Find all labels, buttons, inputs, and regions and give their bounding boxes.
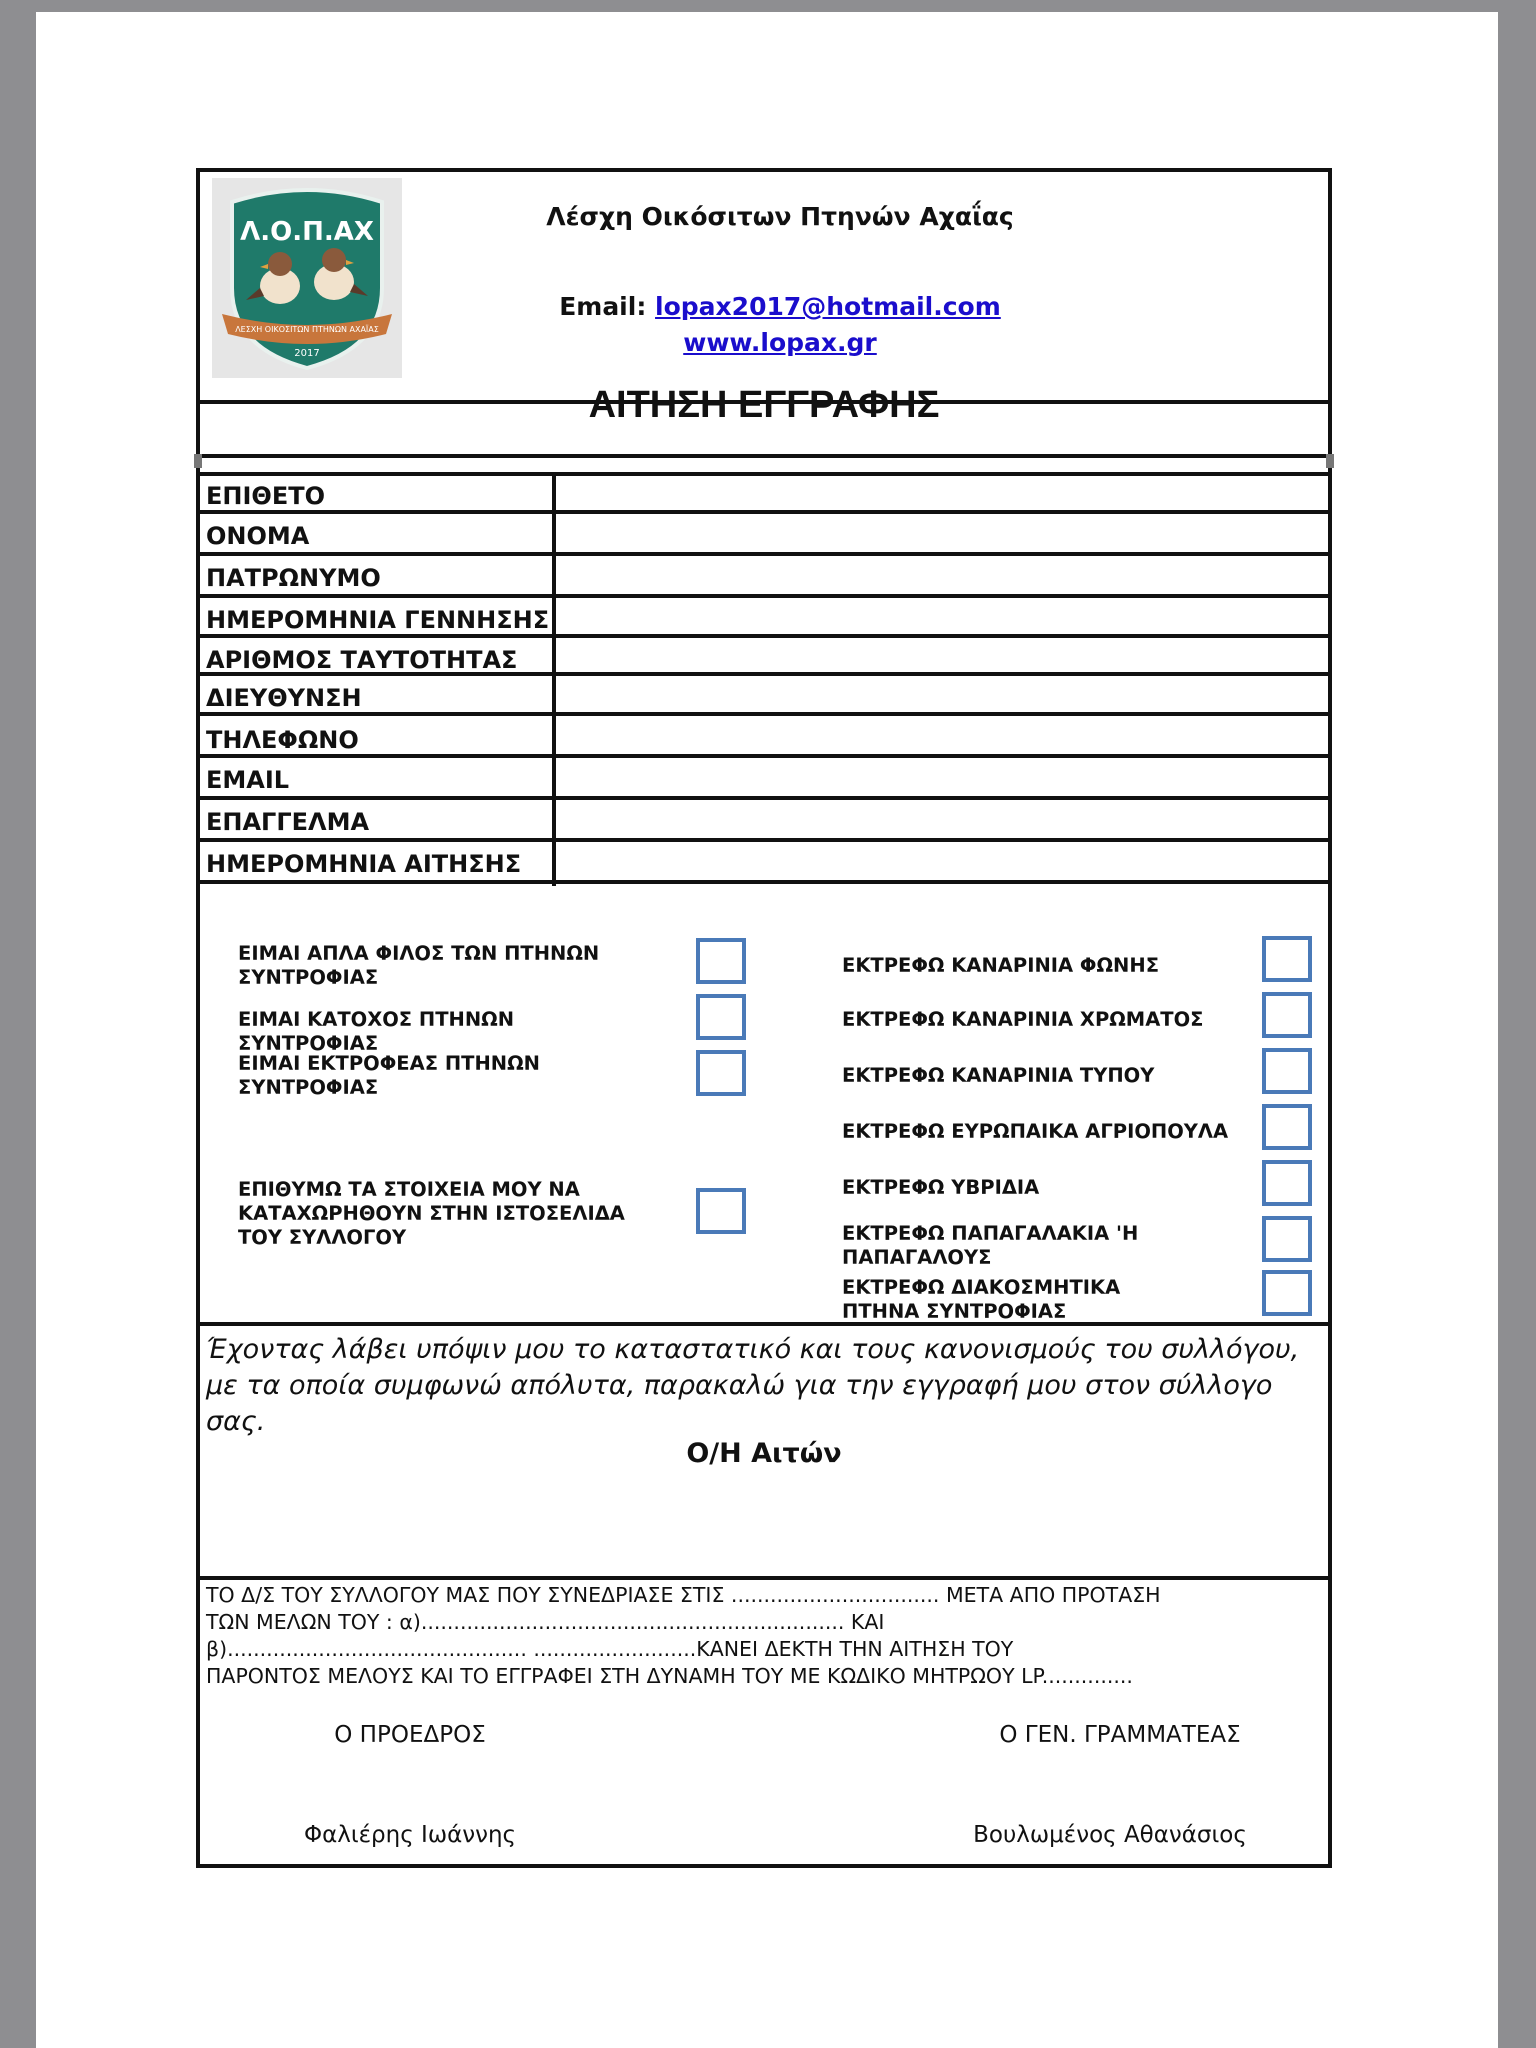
table-handle-right xyxy=(1326,454,1334,468)
board-decision-text xyxy=(206,1582,1326,1690)
secretary-title: Ο ΓΕΝ. ΓΡΑΜΜΑΤΕΑΣ xyxy=(999,1722,1241,1748)
field-row-border xyxy=(200,552,1328,556)
option-label-hybrids: ΕΚΤΡΕΦΩ ΥΒΡΙΔΙΑ xyxy=(842,1176,1040,1199)
field-label-phone: ΤΗΛΕΦΩΝΟ xyxy=(206,726,359,754)
checkbox-color-canaries[interactable] xyxy=(1262,992,1312,1038)
field-row-border xyxy=(200,754,1328,758)
field-row-border xyxy=(200,672,1328,676)
option-label-breeder: ΕΙΜΑΙ ΕΚΤΡΟΦΕΑΣ ΠΤΗΝΩΝ ΣΥΝΤΡΟΦΙΑΣ xyxy=(238,1052,540,1099)
field-row-border xyxy=(200,634,1328,638)
logo-banner-text: ΛΕΣΧΗ ΟΙΚΟΣΙΤΩΝ ΠΤΗΝΩΝ ΑΧΑΪΑΣ xyxy=(235,325,379,334)
club-logo xyxy=(212,178,402,378)
board-text-line: ΤΩΝ ΜΕΛΩΝ ΤΟΥ : α)................................................................. ΚΑΙ xyxy=(206,1610,885,1634)
field-label-surname: ΕΠΙΘΕΤΟ xyxy=(206,482,325,510)
option-label-type-canaries: ΕΚΤΡΕΦΩ ΚΑΝΑΡΙΝΙΑ ΤΥΠΟΥ xyxy=(842,1064,1155,1087)
bird-shield-icon xyxy=(212,178,402,378)
field-row-border xyxy=(200,712,1328,716)
secretary-name: Βουλωμένος Αθανάσιος xyxy=(973,1822,1247,1848)
field-row-border xyxy=(200,796,1328,800)
registration-form xyxy=(196,168,1332,1868)
checkbox-hybrids[interactable] xyxy=(1262,1160,1312,1206)
field-row-border xyxy=(200,594,1328,598)
board-text-line: β).............................................. .........................ΚΑΝΕΙ ΔΕΚΤΗ ΤΗΝ ΑΙΤΗΣΗ ΤΟΥ xyxy=(206,1637,1014,1661)
table-handle-left xyxy=(194,454,202,468)
field-label-address: ΔΙΕΥΘΥΝΣΗ xyxy=(206,684,362,712)
club-name: Λέσχη Οικόσιτων Πτηνών Αχαΐας xyxy=(546,202,1014,231)
checkbox-type-canaries[interactable] xyxy=(1262,1048,1312,1094)
field-label-name: ΟΝΟΜΑ xyxy=(206,522,310,550)
option-label-friend: ΕΙΜΑΙ ΑΠΛΑ ΦΙΛΟΣ ΤΩΝ ΠΤΗΝΩΝ ΣΥΝΤΡΟΦΙΑΣ xyxy=(238,942,600,989)
checkbox-parrots[interactable] xyxy=(1262,1216,1312,1262)
option-label-parrots: ΕΚΤΡΕΦΩ ΠΑΠΑΓΑΛΑΚΙΑ 'Η ΠΑΠΑΓΑΛΟΥΣ xyxy=(842,1222,1139,1269)
website-link[interactable]: www.lopax.gr xyxy=(683,328,877,357)
option-label-color-canaries: ΕΚΤΡΕΦΩ ΚΑΝΑΡΙΝΙΑ ΧΡΩΜΑΤΟΣ xyxy=(842,1008,1204,1031)
checkbox-friend[interactable] xyxy=(696,938,746,984)
field-column-divider xyxy=(552,472,556,886)
board-text-line: ΤΟ Δ/Σ ΤΟΥ ΣΥΛΛΟΓΟΥ ΜΑΣ ΠΟΥ ΣΥΝΕΔΡΙΑΣΕ ΣΤΙΣ ................................ ΜΕΤΑ ΑΠΟ ΠΡΟΤΑΣΗ xyxy=(206,1583,1161,1607)
option-label-owner: ΕΙΜΑΙ ΚΑΤΟΧΟΣ ΠΤΗΝΩΝ ΣΥΝΤΡΟΦΙΑΣ xyxy=(238,1008,515,1055)
divider xyxy=(200,1576,1328,1580)
checkbox-european-wild-birds[interactable] xyxy=(1262,1104,1312,1150)
document-page xyxy=(36,12,1498,2048)
checkbox-song-canaries[interactable] xyxy=(1262,936,1312,982)
website-line xyxy=(500,328,1060,357)
form-title: ΑΙΤΗΣΗ ΕΓΓΡΑΦΗΣ xyxy=(588,384,940,426)
divider xyxy=(200,472,1328,476)
field-label-fathers-name: ΠΑΤΡΩΝΥΜΟ xyxy=(206,564,381,592)
email-line xyxy=(500,292,1060,321)
president-name: Φαλιέρης Ιωάννης xyxy=(303,1822,517,1848)
email-link[interactable]: lopax2017@hotmail.com xyxy=(655,292,1001,321)
field-row-border xyxy=(200,880,1328,884)
option-label-european-wild-birds: ΕΚΤΡΕΦΩ ΕΥΡΩΠΑΙΚΑ ΑΓΡΙΟΠΟΥΛΑ xyxy=(842,1120,1229,1143)
field-label-birth-date: ΗΜΕΡΟΜΗΝΙΑ ΓΕΝΝΗΣΗΣ xyxy=(206,606,550,634)
divider xyxy=(200,454,1328,458)
email-label: Email: xyxy=(559,292,647,321)
option-label-song-canaries: ΕΚΤΡΕΦΩ ΚΑΝΑΡΙΝΙΑ ΦΩΝΗΣ xyxy=(842,954,1160,977)
field-label-email: EMAIL xyxy=(206,766,290,794)
declaration-text: Έχοντας λάβει υπόψιν μου το καταστατικό και τους κανονισμούς του συλλόγου, με τα οποία συμφωνώ απόλυτα, παρακαλώ για την εγγραφή μου στον σύλλογο σας. xyxy=(206,1334,1300,1437)
divider xyxy=(200,1322,1328,1326)
applicant-label: Ο/Η Αιτών xyxy=(686,1438,842,1469)
option-label-ornamental-birds: ΕΚΤΡΕΦΩ ΔΙΑΚΟΣΜΗΤΙΚΑ ΠΤΗΝΑ ΣΥΝΤΡΟΦΙΑΣ xyxy=(842,1276,1121,1323)
checkbox-ornamental-birds[interactable] xyxy=(1262,1270,1312,1316)
field-row-border xyxy=(200,510,1328,514)
board-text-line: ΠΑΡΟΝΤΟΣ ΜΕΛΟΥΣ ΚΑΙ ΤΟ ΕΓΓΡΑΦΕΙ ΣΤΗ ΔΥΝΑΜΗ ΤΟΥ ΜΕ ΚΩΔΙΚΟ ΜΗΤΡΩΟΥ LP.............. xyxy=(206,1664,1133,1688)
logo-year: 2017 xyxy=(294,348,320,359)
checkbox-breeder[interactable] xyxy=(696,1050,746,1096)
checkbox-website-listing[interactable] xyxy=(696,1188,746,1234)
field-label-id-number: ΑΡΙΘΜΟΣ ΤΑΥΤΟΤΗΤΑΣ xyxy=(206,646,518,674)
logo-text: Λ.Ο.Π.ΑΧ xyxy=(240,217,374,247)
field-label-profession: ΕΠΑΓΓΕΛΜΑ xyxy=(206,808,370,836)
field-label-application-date: ΗΜΕΡΟΜΗΝΙΑ ΑΙΤΗΣΗΣ xyxy=(206,850,522,878)
checkbox-owner[interactable] xyxy=(696,994,746,1040)
option-label-website-listing: ΕΠΙΘΥΜΩ ΤΑ ΣΤΟΙΧΕΙΑ ΜΟΥ ΝΑ ΚΑΤΑΧΩΡΗΘΟΥΝ ΣΤΗΝ ΙΣΤΟΣΕΛΙΔΑ ΤΟΥ ΣΥΛΛΟΓΟΥ xyxy=(238,1178,625,1249)
president-title: Ο ΠΡΟΕΔΡΟΣ xyxy=(334,1722,486,1748)
field-row-border xyxy=(200,838,1328,842)
